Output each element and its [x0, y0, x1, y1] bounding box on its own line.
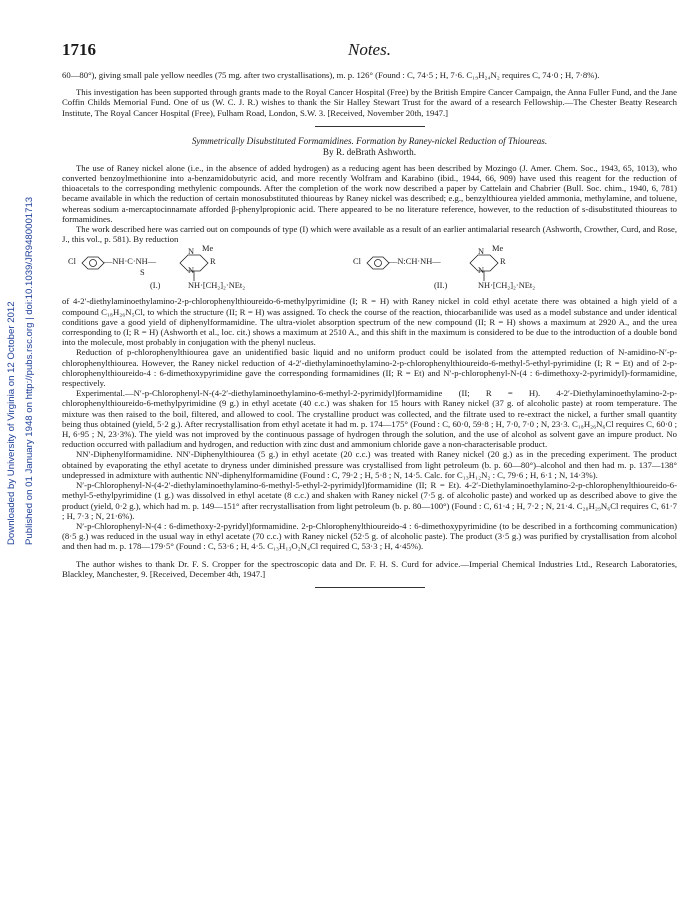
running-head: Notes.: [348, 40, 391, 59]
experimental-paragraph: NN′-Diphenylformamidine. NN′-Diphenylthiourea (5 g.) in ethyl acetate (20 c.c.) was treated with Raney nickel (20 g.) as in the preceding experiment. The product obtained by evaporating the ethyl acetate to dryness under diminished pressure was crystallised from light petroleum (b. p. 60—80°)–alcohol and then had m. p. 137—138° undepressed in admixture with authentic NN′-diphenylformamidine (Found : C, 79·2 ; H, 5·8 ; N, 14·5. Calc. for C₁₃H₁₂N₂ : C, 79·6 ; H, 6·1 ; N, 14·3%).: [62, 449, 677, 480]
struct1-me: Me: [202, 244, 214, 254]
struct1-sulfur: S: [140, 268, 145, 278]
benzene-circle-1: [90, 260, 97, 267]
struct2-label: (II.): [434, 281, 448, 291]
benzene-circle-2: [375, 260, 382, 267]
doi-notice: Published on 01 January 1948 on http://pubs.rsc.org | doi:10.1039/JR9480001713: [24, 196, 35, 545]
article-byline: By R. deBrath Ashworth.: [322, 146, 417, 157]
struct2-linker: —N:CH·NH—: [389, 257, 441, 267]
article-title: Symmetrically Disubstituted Formamidines. Formation by Raney-nickel Reduction of Thioureas.: [191, 135, 548, 146]
page-body: [62, 40, 677, 597]
acknowledgement-1: This investigation has been supported through grants made to the Royal Cancer Hospital (Free) by the British Empire Cancer Campaign, the Anna Fuller Fund, and the Jane Coffin Childs Memorial Fund. One of us (W. C. J. R.) wishes to thank the Sir Halley Stewart Trust for the award of a research Fellowship.—The Chester Beatty Research Institute, The Royal Cancer Hospital (Free), Fulham Road, London, S.W. 3. [Received, November 20th, 1947.]: [62, 87, 677, 118]
paragraph: of 4-2′-diethylaminoethylamino-2-p-chlorophenylthioureido-6-methylpyrimidine (I; R = H) with Raney nickel in cold ethyl acetate there was obtained a high yield of a compound C₁₈H₂₆N₅Cl, to which the structure (II; R = H) was assigned. To check the course of the reaction, thiocarbanilide was used as a model substance and under identical conditions gave a good yield of diphenylformamidine. The ultra-violet absorption spectrum of the new compound (II; R = H) shows a maximum at 2920 A., and the urea corresponding to (I; R = H) (Ashworth et al., loc. cit.) shows a maximum at 2510 A., and this shift in the maximum is considered to be due to the introduction of a double bond into the molecule, most probably in conjugation with the phenyl nucleus.: [62, 296, 677, 348]
struct1-n2: N: [188, 266, 195, 276]
struct2-n1: N: [478, 247, 485, 257]
struct1-linker: —NH·C·NH—: [104, 257, 157, 267]
experimental-paragraph: Experimental.—N′-p-Chlorophenyl-N-(4-2′-diethylaminoethylamino-6-methyl-2-pyrimidyl)formamidine (II; R = H). 4-2′-Diethylaminoethylamino-2-p-chlorophenylthioureido-6-methylpyrimidine (9 g.) in ethyl acetate (40 c.c.) was shaken for 15 hours with Raney nickel (37 g. of alcoholic paste) at room temperature. The mixture was then raised to the boil, filtered, and allowed to cool. The crystalline product was collected, and the filtrate used to re-extract the nickel, a further small quantity being thus obtained (yield, 5·2 g.). After recrystallisation from ethyl acetate it had m. p. 174—175° (Found : C, 60·0, 59·8 ; H, 7·0, 7·0 ; N, 23·3. C₁₈H₂₆N₆Cl requires C, 60·0 ; H, 6·95 ; N, 23·3%). The yield was not improved by the continuous passage of hydrogen through the solution, and the use of alcohol as solvent gave an impure product. No reduction occurred with palladium and hydrogen, and reduction with zinc dust and ammonium chloride gave a non-characterisable product.: [62, 388, 677, 450]
struct2-r: R: [500, 257, 506, 267]
struct2-side-chain: NH·[CH₂]₂·NEt₂: [478, 281, 536, 291]
experimental-paragraph: N′-p-Chlorophenyl-N-(4 : 6-dimethoxy-2-pyridyl)formamidine. 2-p-Chlorophenylthioureido-4 : 6-dimethoxypyrimidine (to be described in a forthcoming communication) (8·5 g.) was reduced in the usual way in ethyl acetate (70 c.c.) with Raney nickel (52·5 g. of alcoholic paste). The product (3·5 g.) was purified by crystallisation from alcohol and then had m. p. 178—179·5° (Found : C, 53·6 ; H, 4·5. C₁₃H₁₃O₂N₄Cl required C, 53·3 ; H, 4·45%).: [62, 520, 677, 552]
struct1-cl: Cl: [68, 257, 76, 267]
download-notice: Downloaded by University of Virginia on 12 October 2012: [6, 301, 17, 545]
download-watermark: [6, 40, 42, 640]
paragraph-continued: 60—80°), giving small pale yellow needles (75 mg. after two crystallisations), m. p. 126° (Found : C, 74·5 ; H, 7·6. C₁₉H₂₄N₂ requires C, 74·0 ; H, 7·8%).: [62, 70, 600, 80]
paragraph: The work described here was carried out on compounds of type (I) which were available as a result of an earlier antimalarial research (Ashworth, Crowther, Curd, and Rose, J., this vol., p. 581). By reduction: [62, 224, 677, 245]
struct2-cl: Cl: [353, 257, 361, 267]
section-divider: [315, 126, 425, 127]
page-number: 1716: [62, 40, 96, 59]
struct2-me: Me: [492, 244, 504, 254]
end-divider: [315, 587, 425, 588]
struct2-n2: N: [478, 266, 485, 276]
benzene-ring-2: [367, 257, 389, 269]
paragraph: The use of Raney nickel alone (i.e., in the absence of added hydrogen) as a reducing agent has been described by Mozingo (J. Amer. Chem. Soc., 1943, 65, 1013), who converted benzoylmethionine into a-benzamidobutyric acid, and more recently Wolfram and Karabino (ibid., 1944, 66, 909) have used this reagent for the reduction of thioacetals to the corresponding methylenic compounds. After the completion of the work now described a paper by Cattelain and Chabrier (Bull. Soc. chim., 1940, 6, 781) became available in which the reduction of certain monosubstituted thioureas by Raney nickel was described; e.g., benzylthiourea yielded ammonia, methylamine, and toluene, whereas sodium a-mercaptocinnamate afforded β-phenylpropionic acid. There appeared to be no literature reference, however, to the reduction of s-disubstituted thioureas to formamidines.: [62, 162, 677, 224]
structure-formulas: [62, 244, 677, 294]
acknowledgement-2: The author wishes to thank Dr. F. S. Cropper for the spectroscopic data and Dr. F. H. S. Curd for advice.—Imperial Chemical Industries Ltd., Research Laboratories, Blackley, Manchester, 9. [Received, December 4th, 1947.]: [62, 558, 677, 579]
struct1-n1: N: [188, 247, 195, 257]
paragraph: Reduction of p-chlorophenylthiourea gave an unidentified basic liquid and no uniform product could be isolated from the attempted reduction of N-amidino-N′-p-chlorophenylthiourea. However, the Raney nickel reduction of 4-2′-diethylaminoethylamino-2-p-chlorophenylthioureido-6-methyl-5-ethyl-pyrimidine (I; R = Et) and of 2-p-chlorophenylthioureido-4 : 6-dimethoxypyrimidine gave the corresponding formamidines (II; R = Et) and N′-p-chlorophenyl-N-(4 : 6-dimethoxy-2-pyrimidyl)-formamidine, respectively.: [62, 347, 677, 389]
benzene-ring-1: [82, 257, 104, 269]
page-header: [62, 40, 677, 70]
struct1-side-chain: NH·[CH₂]₂·NEt₂: [188, 281, 246, 291]
experimental-paragraph: N′-p-Chlorophenyl-N-(4-2′-diethylaminoethylamino-6-methyl-5-ethyl-2-pyrimidyl)formamidine (II; R = Et). 4-2′-Diethylaminoethylamino-2-p-chlorophenylthioureido-6-methyl-5-ethylpyrimidine (1 g.) was dissolved in ethyl acetate (8 c.c.) and shaken with Raney nickel (7·5 g. of alcoholic paste) and worked up as described above to give the product (yield, 0·2 g.), which had m. p. 149—151° after recrystallisation from light petroleum (b. p. 80—100°) (Found : C, 61·4 ; H, 7·2 ; N, 21·4. C₂₀H₂₉N₆Cl requires C, 61·7 ; H, 7·3 ; N, 21·6%).: [62, 480, 677, 521]
struct1-label: (I.): [150, 281, 161, 291]
struct1-r: R: [210, 257, 216, 267]
